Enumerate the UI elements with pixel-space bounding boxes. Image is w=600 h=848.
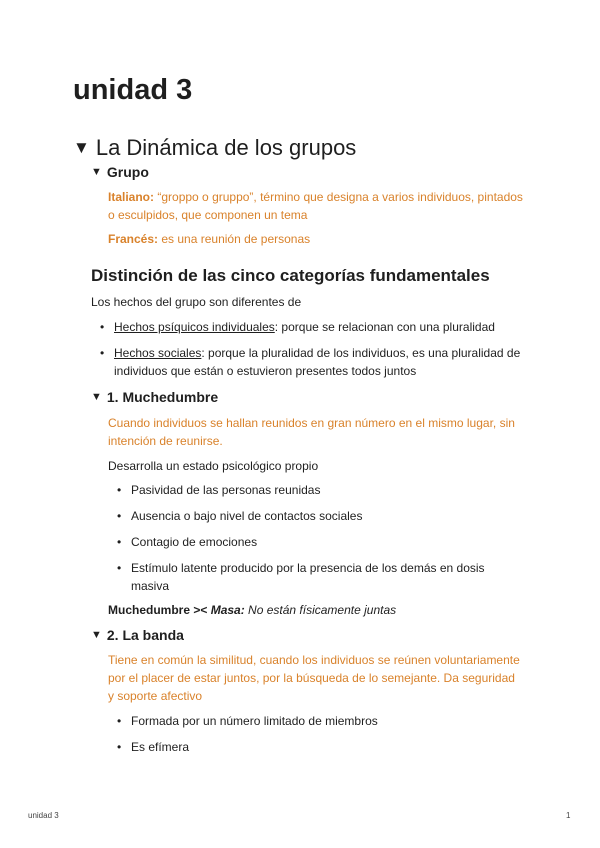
muchedumbre-vs-masa (108, 601, 396, 619)
page-title: unidad 3 (73, 74, 193, 106)
banda-definition (108, 651, 520, 705)
italiano-text-1: “groppo o gruppo”, término que designa a varios individuos, pintados (157, 190, 523, 204)
distincion-list (96, 318, 536, 380)
triangle-down-icon[interactable]: ▼ (91, 629, 102, 641)
banda-list (113, 712, 533, 756)
triangle-down-icon[interactable]: ▼ (73, 138, 90, 157)
item2-rest-2: individuos que están o estuvieron presentes todos juntos (114, 364, 417, 378)
italiano-definition (108, 188, 548, 224)
section-toggle-dinamica[interactable] (73, 135, 356, 161)
italiano-text-2: o esculpidos, que componen un tema (108, 208, 308, 222)
compare-a: Muchedumbre (108, 603, 191, 617)
item2-rest-1: : porque la pluralidad de los individuos, es una pluralidad de (201, 346, 521, 360)
compare-text: No están físicamente juntas (244, 603, 397, 617)
page-number: 1 (566, 811, 571, 820)
hechos-sociales-term: Hechos sociales (114, 346, 202, 360)
toggle-grupo[interactable] (91, 164, 149, 180)
compare-sep: >< (190, 603, 211, 617)
list-item (96, 344, 536, 380)
grupo-heading: Grupo (106, 164, 149, 180)
triangle-down-icon[interactable]: ▼ (91, 391, 102, 403)
item-text-1: Estímulo latente producido por la presencia de los demás en dosis (131, 561, 485, 575)
item-text-2: masiva (131, 579, 170, 593)
muchedumbre-intro: Desarrolla un estado psicológico propio (108, 459, 319, 473)
list-item: • Es efímera (113, 738, 533, 756)
distincion-heading: Distinción de las cinco categorías fundamentales (91, 266, 490, 285)
frances-label: Francés: (108, 232, 159, 246)
italiano-label: Italiano: (108, 190, 155, 204)
muchedumbre-orange-1: Cuando individuos se hallan reunidos en gran número en el mismo lugar, sin (108, 416, 515, 430)
frances-text: es una reunión de personas (161, 232, 311, 246)
banda-heading: 2. La banda (106, 627, 184, 643)
list-item (113, 559, 533, 595)
triangle-down-icon[interactable]: ▼ (91, 166, 102, 178)
list-item: • Formada por un número limitado de miembros (113, 712, 533, 730)
frances-definition (108, 230, 310, 248)
list-item (96, 318, 536, 336)
hechos-psiquicos-term: Hechos psíquicos individuales (114, 320, 275, 334)
banda-orange-3: y soporte afectivo (108, 689, 203, 703)
footer-title: unidad 3 (28, 811, 59, 820)
muchedumbre-definition (108, 414, 515, 450)
list-item: • Pasividad de las personas reunidas (113, 481, 533, 499)
toggle-muchedumbre[interactable] (91, 389, 218, 405)
section-heading: La Dinámica de los grupos (95, 135, 357, 160)
muchedumbre-heading: 1. Muchedumbre (106, 389, 219, 405)
muchedumbre-orange-2: intención de reunirse. (108, 434, 223, 448)
distincion-intro: Los hechos del grupo son diferentes de (91, 295, 302, 309)
banda-orange-2: por el placer de estar juntos, por la búsqueda de lo semejante. Da seguridad (108, 671, 515, 685)
muchedumbre-list (113, 481, 533, 595)
banda-orange-1: Tiene en común la similitud, cuando los individuos se reúnen voluntariamente (108, 653, 520, 667)
list-item: • Contagio de emociones (113, 533, 533, 551)
compare-b: Masa: (210, 603, 245, 617)
toggle-banda[interactable] (91, 627, 184, 643)
item1-rest: : porque se relacionan con una pluralidad (274, 320, 495, 334)
list-item: • Ausencia o bajo nivel de contactos sociales (113, 507, 533, 525)
